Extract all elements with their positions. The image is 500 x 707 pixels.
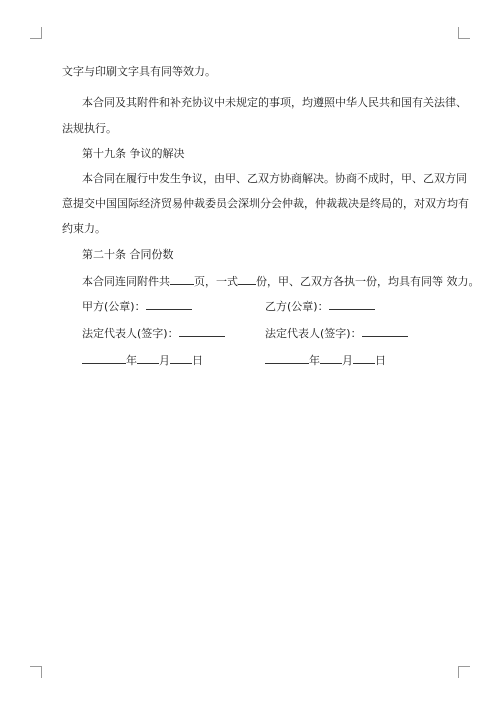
day-a-blank (170, 352, 192, 364)
month-label: 月 (159, 354, 170, 367)
party-b-blank (329, 298, 375, 310)
legal-rep-a-blank (179, 325, 225, 337)
article-heading: 第二十条 合同份数 (82, 248, 174, 261)
date-b (265, 352, 386, 368)
day-label: 日 (192, 354, 203, 367)
paragraph-text: 意提交中国国际经济贸易仲裁委员会深圳分会仲裁，仲裁裁决是终局的，对双方均有 (62, 197, 469, 210)
day-b-blank (353, 352, 375, 364)
crop-mark-bottom-right (458, 666, 470, 678)
paragraph-text: 法规执行。 (62, 122, 117, 135)
page-count-blank (170, 273, 194, 285)
copy-count-blank (238, 273, 256, 285)
party-b-seal (265, 298, 375, 314)
party-a-label: 甲方(公章)： (82, 300, 146, 313)
month-label: 月 (342, 354, 353, 367)
legal-rep-a (82, 325, 225, 341)
month-a-blank (137, 352, 159, 364)
year-a-blank (82, 352, 126, 364)
month-b-blank (320, 352, 342, 364)
legal-rep-b (265, 325, 408, 341)
crop-mark-top-left (30, 27, 42, 39)
year-label: 年 (126, 354, 137, 367)
year-b-blank (265, 352, 309, 364)
party-a-blank (146, 298, 192, 310)
crop-mark-top-right (458, 27, 470, 39)
date-a (82, 352, 203, 368)
legal-rep-a-label: 法定代表人(签字)： (82, 327, 179, 340)
year-label: 年 (309, 354, 320, 367)
article-heading: 第十九条 争议的解决 (82, 147, 185, 160)
legal-rep-b-label: 法定代表人(签字)： (265, 327, 362, 340)
paragraph-text: 份，甲、乙双方各执一份，均具有同等 效力。 (256, 275, 480, 288)
day-label: 日 (375, 354, 386, 367)
party-b-label: 乙方(公章)： (265, 300, 329, 313)
paragraph-text: 本合同连同附件共 (82, 275, 170, 288)
paragraph-text: 本合同在履行中发生争议，由甲、乙双方协商解决。协商不成时，甲、乙双方同 (82, 172, 467, 185)
legal-rep-b-blank (362, 325, 408, 337)
crop-mark-bottom-left (30, 666, 42, 678)
paragraph-text: 本合同及其附件和补充协议中未规定的事项，均遵照中华人民共和国有关法律、 (82, 96, 467, 109)
party-a-seal (82, 298, 192, 314)
paragraph-text: 文字与印刷文字具有同等效力。 (62, 65, 216, 78)
paragraph-text: 约束力。 (62, 222, 106, 235)
paragraph-text: 页，一式 (194, 275, 238, 288)
paragraph-copies (82, 273, 480, 289)
